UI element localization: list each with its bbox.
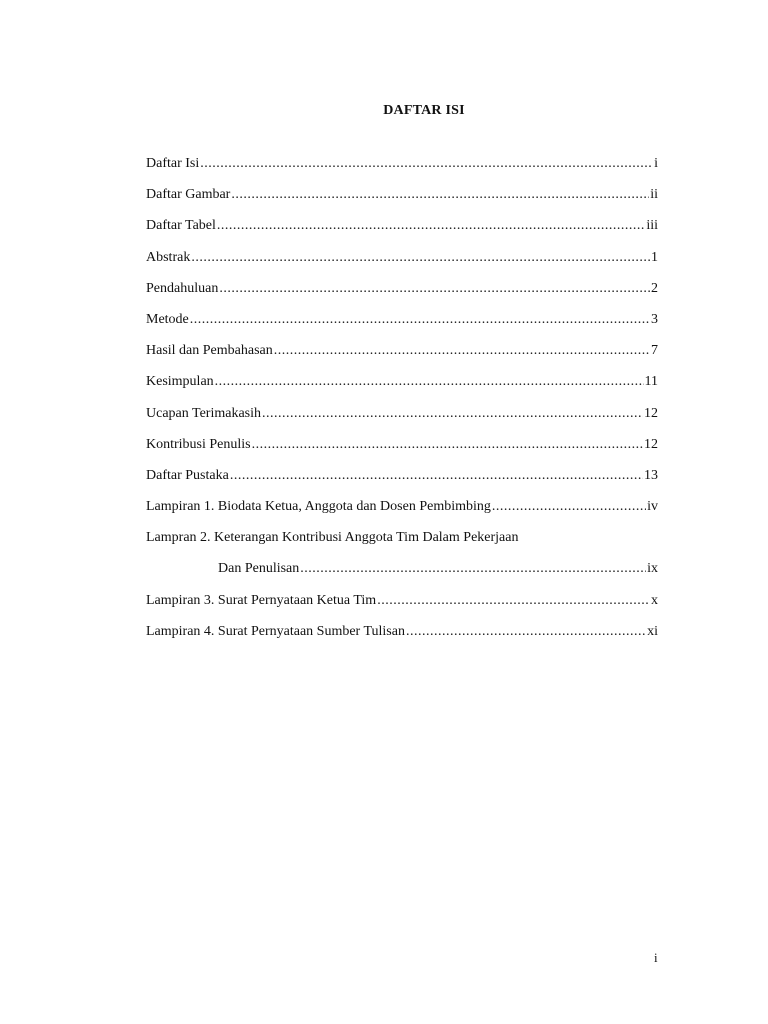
toc-entry-page: iv (647, 499, 658, 515)
toc-entry (146, 467, 658, 498)
toc-entry-label: Lampiran 4. Surat Pernyataan Sumber Tulisan (146, 623, 405, 639)
toc-entry-page: ii (650, 187, 658, 203)
toc-entry-page: 1 (651, 249, 658, 265)
table-of-contents (146, 155, 658, 654)
toc-entry-label: Hasil dan Pembahasan (146, 343, 273, 359)
toc-entry-page: 13 (644, 467, 658, 483)
toc-entry-label: Daftar Gambar (146, 187, 231, 203)
toc-entry (146, 529, 658, 560)
toc-entry-label: Kesimpulan (146, 374, 214, 390)
toc-entry (146, 280, 658, 311)
toc-entry (146, 249, 658, 280)
page-title: DAFTAR ISI (383, 103, 465, 118)
toc-entry (146, 498, 658, 529)
dot-leader (219, 280, 650, 298)
toc-entry-page: 7 (651, 343, 658, 359)
toc-entry-label: Lampiran 1. Biodata Ketua, Anggota dan Dosen Pembimbing (146, 499, 491, 515)
toc-entry-page: 12 (644, 405, 658, 421)
toc-entry-label: Kontribusi Penulis (146, 436, 251, 452)
toc-entry (146, 436, 658, 467)
toc-entry (146, 405, 658, 436)
toc-entry (146, 311, 658, 342)
toc-entry-page: ix (647, 561, 658, 577)
toc-entry (146, 186, 658, 217)
toc-entry-label: Lampran 2. Keterangan Kontribusi Anggota Tim Dalam Pekerjaan (146, 530, 519, 546)
toc-entry-label: Metode (146, 311, 189, 327)
toc-entry (146, 592, 658, 623)
toc-entry-page: 3 (651, 311, 658, 327)
toc-entry-label: Pendahuluan (146, 280, 219, 296)
toc-entry-page: x (651, 592, 658, 608)
toc-entry (146, 342, 658, 373)
page-number: i (654, 950, 658, 965)
dot-leader (492, 498, 646, 516)
toc-entry-page: 12 (644, 436, 658, 452)
dot-leader (230, 467, 643, 485)
toc-entry-label: Abstrak (146, 249, 191, 265)
toc-entry-label: Daftar Pustaka (146, 467, 229, 483)
dot-leader (217, 217, 645, 235)
toc-entry (146, 623, 658, 654)
dot-leader (215, 373, 644, 391)
toc-entry-label: Daftar Isi (146, 156, 200, 171)
dot-leader (274, 342, 650, 360)
dot-leader (300, 560, 646, 578)
toc-entry-label: Ucapan Terimakasih (146, 405, 261, 421)
toc-entry-page: 2 (651, 280, 658, 296)
dot-leader (262, 405, 643, 423)
toc-entry (146, 155, 658, 186)
dot-leader (231, 186, 649, 204)
dot-leader (377, 592, 650, 610)
toc-entry-page: 11 (644, 374, 658, 390)
toc-entry-label: Lampiran 3. Surat Pernyataan Ketua Tim (146, 592, 377, 608)
toc-entry-label: Daftar Tabel (146, 218, 216, 234)
dot-leader (200, 155, 653, 173)
dot-leader (191, 249, 650, 267)
toc-entry-page: xi (647, 623, 658, 639)
toc-entry-page: iii (646, 218, 658, 234)
dot-leader (406, 623, 646, 641)
toc-entry-page: i (654, 156, 658, 171)
toc-entry (146, 373, 658, 404)
toc-entry (146, 217, 658, 248)
toc-entry-continuation (146, 560, 658, 591)
dot-leader (252, 436, 643, 454)
dot-leader (190, 311, 650, 329)
toc-entry-label: Dan Penulisan (218, 561, 300, 577)
